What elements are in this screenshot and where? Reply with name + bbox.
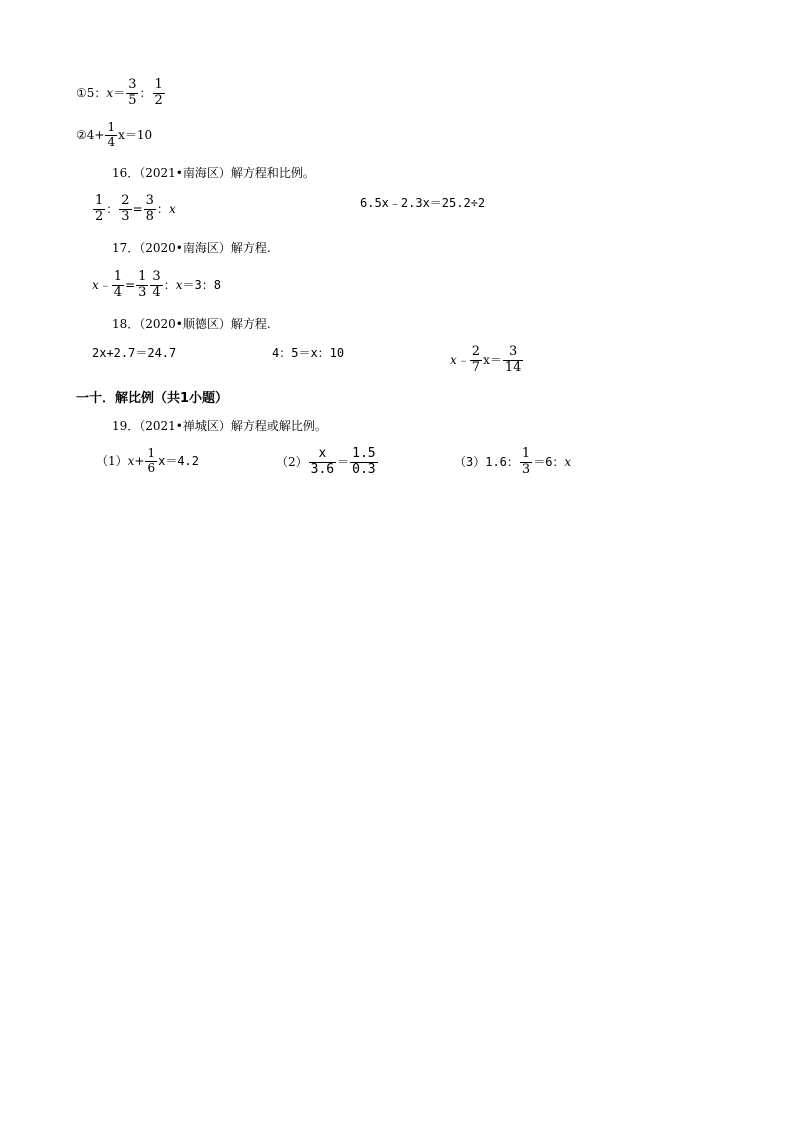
equals-sign: ＝ [113,86,126,101]
question-19-part-2 [276,447,379,478]
fraction: $\frac{1}{2}$ [95,193,104,224]
equals-sign: = [125,278,136,293]
equation-end: ＝3：8 [182,278,221,293]
question-18-equation-1: 2x+2.7＝24.7 [92,346,177,360]
equation-tail: x＝4.2 [158,454,200,469]
question-17-equation [92,270,221,301]
fraction: $\frac{1}{3}$ [521,446,531,477]
part-label: （2） [276,455,308,470]
equation-marker: ①5： [76,86,107,101]
ratio-sign: ： [106,202,119,217]
question-18-equation-2: 4：5＝x：10 [272,346,345,360]
question-16-right-equation: 6.5x﹣2.3x＝25.2÷2 [360,196,486,210]
equation-marker: ②4+ [76,128,105,143]
ratio-sign: ： [156,202,169,217]
fraction: $\frac{3}{8}$ [145,193,154,224]
part-label: （3）1.6： [454,455,519,470]
section-title: 一十．解比例（共1小题） [76,391,229,406]
question-16-header: 16．（2021•南海区）解方程和比例。 [112,166,315,180]
variable-x: x [564,455,572,470]
fraction: $\frac{2}{3}$ [121,193,130,224]
fraction: $\frac{1}{6}$ [147,446,156,475]
fraction: $\frac{1}{2}$ [154,77,163,108]
equation-tail: ＝6： [533,455,565,470]
question-16-left-equation [92,194,176,225]
equation-lead: x﹣ [92,278,111,293]
equation-1 [76,78,166,109]
question-18-header: 18．（2020•顺德区）解方程. [112,317,271,331]
fraction: $\frac{x}{3.6}$ [310,446,335,477]
equals-sign: = [132,202,143,217]
fraction: $\frac{1}{4}$ [107,120,116,149]
equation-mid: x＝ [483,353,502,368]
fraction: $\frac{1}{4}$ [113,269,123,300]
fraction: $\frac{1}{3}$ [138,269,147,300]
ratio-sign: ： [163,278,176,293]
equation-lead: x﹣ [450,353,469,368]
variable-x: x [175,278,183,293]
question-19-header: 19．（2021•禅城区）解方程或解比例。 [112,419,327,433]
question-18-equation-3 [450,345,524,376]
fraction: $\frac{3}{14}$ [504,344,522,375]
ratio-sign: ： [139,86,152,101]
variable-x: x [106,86,114,101]
variable-x: x [168,202,176,217]
question-17-header: 17．（2020•南海区）解方程. [112,241,271,255]
equals-sign: ＝ [337,455,350,470]
fraction: $\frac{3}{5}$ [128,77,137,108]
question-19-part-1 [96,447,199,476]
fraction: $\frac{3}{4}$ [152,269,161,300]
part-label: （1） [96,454,128,469]
equation-lead: x+ [127,454,145,469]
equation-rest: x＝10 [118,128,153,143]
fraction: $\frac{2}{7}$ [471,344,481,375]
equation-2 [76,121,152,150]
question-19-part-3 [454,447,571,478]
fraction: $\frac{1.5}{0.3}$ [352,446,376,477]
